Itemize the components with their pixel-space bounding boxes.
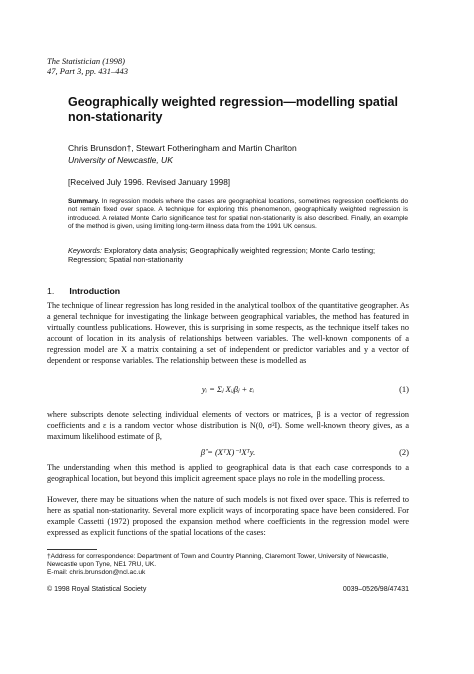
equation-1-number: (1)	[399, 384, 409, 394]
journal-citation	[47, 56, 128, 76]
paragraph-nonstationarity: However, there may be situations when the nature of such models is not fixed over space. This is referred to here as spatial non-stationarity. Several more explicit ways of incorporating space have been considered. For example Cassetti (1972) proposed the expansion method where coefficients in the regression model were expressed as explicit functions of the spatial locations of the cases:	[47, 495, 409, 537]
journal-volume: 47, Part 3, pp. 431–443	[47, 66, 128, 76]
keywords-label: Keywords:	[68, 246, 103, 255]
section-heading	[47, 286, 120, 296]
article-title: Geographically weighted regression—modelling spatial non-stationarity	[68, 95, 398, 124]
copyright: © 1998 Royal Statistical Society	[47, 586, 147, 593]
paragraph-understanding: The understanding when this method is applied to geographical data is that each case corresponds to a geographical location, but beyond this implicit agreement space plays no role in the modelling process.	[47, 463, 409, 483]
journal-name: The Statistician (1998)	[47, 56, 125, 66]
authors: Chris Brunsdon†, Stewart Fotheringham and Martin Charlton	[68, 143, 297, 153]
equation-2-number: (2)	[399, 447, 409, 457]
summary-label: Summary.	[68, 198, 100, 205]
footnote-email: E-mail: chris.brunsdon@ncl.ac.uk	[47, 569, 146, 576]
affiliation: University of Newcastle, UK	[68, 155, 173, 165]
equation-1-body: yᵢ = Σⱼ Xᵢⱼβⱼ + εᵢ	[201, 384, 255, 394]
footnote	[47, 553, 409, 577]
footnote-address: †Address for correspondence: Department of Town and Country Planning, Claremont Tower, University of Newcastle, Newcastle upon Tyne, NE1 7RU, UK.	[47, 553, 389, 568]
section-number: 1.	[47, 286, 55, 296]
paragraph-intro: The technique of linear regression has long resided in the analytical toolbox of the quantitative geographer. As a general technique for investigating the linkage between geographical variables, the method has featured in virtually countless publications. However, this is surprising in some respects, as the technique itself takes no account of location in its analysis of relationships between variables. The well-known components of a regression model are X a matrix containing a set of independent or predictor variables and y a vector of dependent or response variables. The relationship between these is modelled as	[47, 301, 409, 365]
keywords	[68, 246, 408, 264]
received-dates: [Received July 1996. Revised January 1998]	[68, 178, 231, 187]
paragraph-estimate: where subscripts denote selecting individual elements of vectors or matrices, β is a vector of regression coefficients and ε is a random vector whose distribution is N(0, σ²I). Some well-known theory gives, as a maximum likelihood estimate of β,	[47, 410, 409, 441]
summary	[68, 198, 408, 231]
summary-text: In regression models where the cases are geographical locations, sometimes regression coefficients do not remain fixed over space. A technique for exploring this phenomenon, geographically weighted regression is introduced. A related Monte Carlo significance test for spatial non-stationarity is also described. Finally, an example of the method is given, using limiting long-term illness data from the 1991 UK census.	[68, 198, 408, 230]
equation-2	[47, 447, 409, 459]
section-title: Introduction	[69, 286, 121, 296]
equation-1	[47, 384, 409, 396]
footnote-rule	[47, 549, 97, 550]
issn: 0039–0526/98/47431	[342, 586, 409, 593]
keywords-text: Exploratory data analysis; Geographically weighted regression; Monte Carlo testing; Regression; Spatial non-stationarity	[68, 246, 376, 264]
equation-2-body: β̂ = (XᵀX)⁻¹Xᵀy.	[200, 447, 256, 457]
